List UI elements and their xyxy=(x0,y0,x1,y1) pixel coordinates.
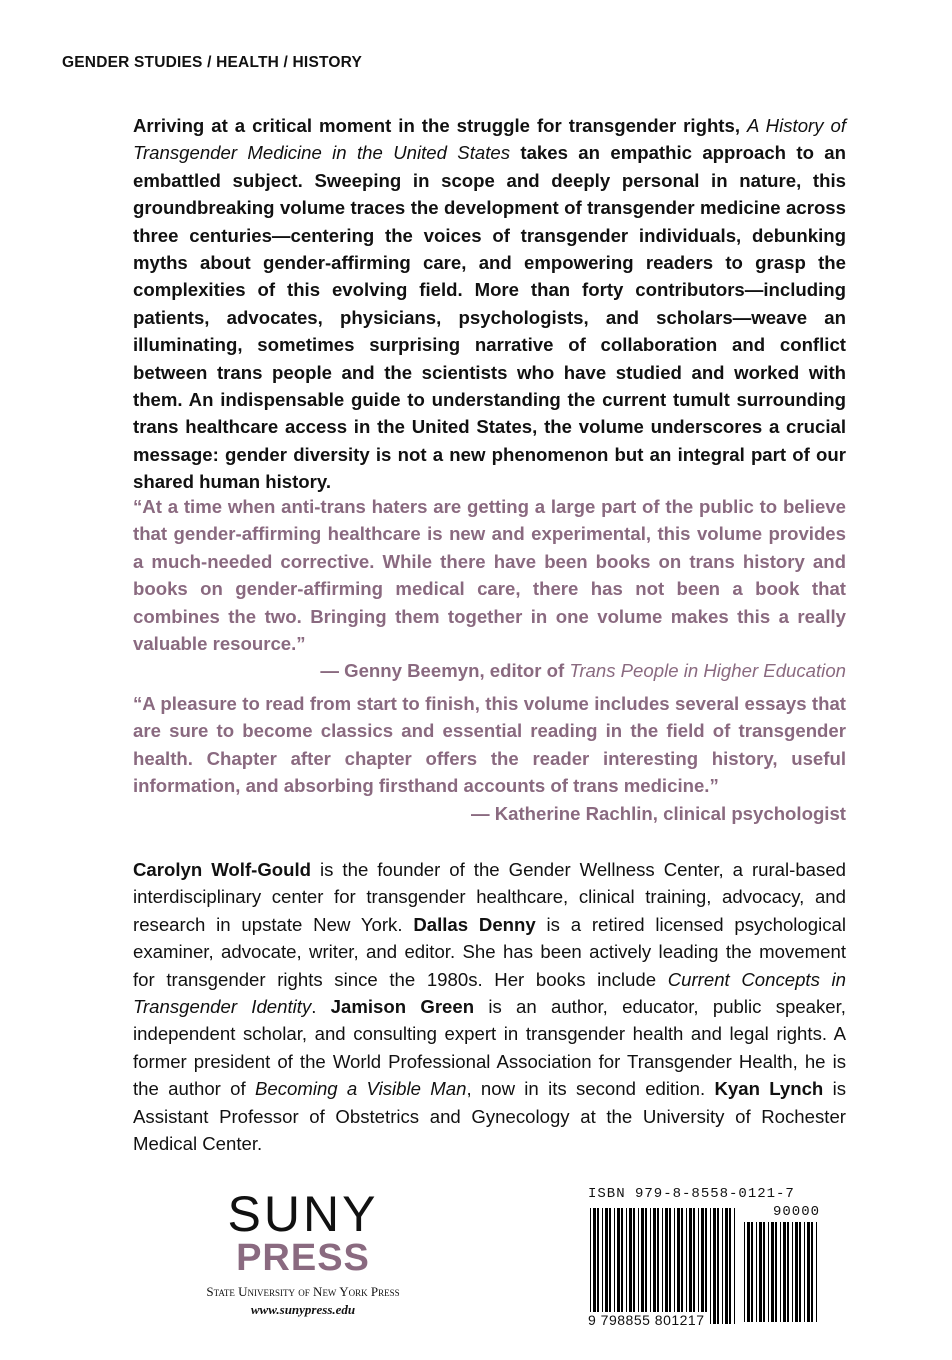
barcode-bar xyxy=(756,1222,757,1322)
barcode-bar xyxy=(787,1222,789,1322)
isbn-label: ISBN 979-8-8558-0121-7 xyxy=(588,1186,795,1202)
barcode-bar xyxy=(792,1222,793,1322)
logo-suny: SUNY xyxy=(227,1186,379,1242)
barcode-bar xyxy=(717,1208,719,1324)
barcode-bar xyxy=(645,1208,647,1324)
editor-name: Dallas Denny xyxy=(413,913,536,935)
barcode-bar xyxy=(807,1222,810,1322)
publisher-full-name: State University of New York Press xyxy=(206,1284,400,1299)
barcode-bar xyxy=(780,1222,781,1322)
barcode-bar xyxy=(751,1222,753,1322)
barcode-bar xyxy=(722,1208,723,1324)
barcode-bar xyxy=(638,1208,639,1324)
barcode-bar xyxy=(657,1208,659,1324)
barcode-bars xyxy=(588,1208,738,1324)
category-label: GENDER STUDIES / HEALTH / HISTORY xyxy=(62,54,362,71)
book-reference: Becoming a Visible Man xyxy=(254,1078,467,1100)
barcode-bar xyxy=(775,1222,777,1322)
barcode-bar xyxy=(705,1208,707,1324)
barcode-bar xyxy=(662,1208,663,1324)
price-code: 90000 xyxy=(772,1204,820,1220)
barcode-bar xyxy=(693,1208,695,1324)
book-description xyxy=(133,112,846,496)
barcode-bar xyxy=(641,1208,644,1324)
description-intro: Arriving at a critical moment in the struggle for transgender rights, xyxy=(133,115,747,136)
barcode-bar xyxy=(744,1222,745,1322)
barcode-bar xyxy=(617,1208,620,1324)
barcode-bar xyxy=(689,1208,692,1324)
barcode-bar xyxy=(713,1208,716,1324)
barcode-bar xyxy=(771,1222,774,1322)
barcode-bar xyxy=(729,1208,731,1324)
endorsement-quote-1 xyxy=(133,493,846,685)
endorsement-quote-2 xyxy=(133,690,846,827)
barcode-bar xyxy=(602,1208,603,1324)
barcode-bar xyxy=(605,1208,608,1324)
barcode-bar xyxy=(816,1222,817,1322)
publisher-logo xyxy=(188,1186,418,1318)
barcode-bar xyxy=(759,1222,762,1322)
book-reference: Current Concepts in Transgender Identity xyxy=(133,968,846,1018)
barcode-bar xyxy=(593,1208,596,1324)
barcode-bar xyxy=(701,1208,704,1324)
quote-text: “At a time when anti-trans haters are getting a large part of the public to believe that gender-affirming healthcare is new and experimental, this volume provides a much-needed corrective. While there have been books on trans history and books on gender-affirming medical care, there has not been a book that combines the two. Bringing them together in one volume makes this a really valuable resource.” xyxy=(133,496,846,655)
barcode-bar xyxy=(734,1208,735,1324)
barcode-bar xyxy=(665,1208,668,1324)
barcode-bar xyxy=(650,1208,651,1324)
barcode-bar xyxy=(681,1208,683,1324)
editor-bios: Carolyn Wolf-Gould is the founder of the Gender Wellness Center, a rural-based interdisciplinary center for transgender healthcare, clinical training, advocacy, and research in upstate New York. Dallas Denny is a retired licensed psychological examiner, advocate, writer, and editor. She has been actively leading the movement for transgender rights since the 1980s. Her books include Current Concepts in Transgender Identity. Jamison Green is an author, educator, public speaker, independent scholar, and consulting expert in transgender health and legal rights. A former president of the World Professional Association for Transgender Health, he is the author of Becoming a Visible Man, now in its second edition. Kyan Lynch is Assistant Professor of Obstetrics and Gynecology at the University of Rochester Medical Center. xyxy=(133,859,847,1155)
barcode-bar xyxy=(669,1208,671,1324)
addon-barcode-bars xyxy=(742,1222,820,1322)
quote-text: “A pleasure to read from start to finish, this volume includes several essays that are sure to become classics and essential reading in the field of transgender health. Chapter after chapter offers the reader interesting history, useful information, and absorbing firsthand accounts of trans medicine.” xyxy=(133,693,846,797)
barcode-bar xyxy=(597,1208,599,1324)
book-title: A History of Transgender Medicine in the United States xyxy=(133,115,847,164)
barcode-bar xyxy=(747,1222,750,1322)
barcode-bar xyxy=(698,1208,699,1324)
barcode-bar xyxy=(686,1208,687,1324)
barcode-bar xyxy=(795,1222,798,1322)
barcode-bar xyxy=(633,1208,635,1324)
barcode-bar xyxy=(609,1208,611,1324)
editor-name: Jamison Green xyxy=(330,996,475,1018)
barcode-bar xyxy=(799,1222,801,1322)
barcode-bar xyxy=(590,1208,591,1324)
barcode-bar xyxy=(783,1222,786,1322)
isbn-barcode xyxy=(588,1186,820,1336)
barcode-bar xyxy=(763,1222,765,1322)
barcode-bar xyxy=(674,1208,675,1324)
editor-name: Kyan Lynch xyxy=(714,1078,824,1100)
quote-attribution: — Katherine Rachlin, clinical psychologist xyxy=(470,802,846,824)
description-body: takes an empathic approach to an embattled subject. Sweeping in scope and deeply personal in nature, this groundbreaking volume traces the development of transgender medicine across three centuries—centering the voices of transgender individuals, debunking myths about gender-affirming care, and empowering readers to grasp the complexities of this evolving field. More than forty contributors—including patients, advocates, physicians, psychologists, and scholars—weave an illuminating, sometimes surprising narrative of collaboration and conflict between trans people and the scientists who have studied and worked with them. An indispensable guide to understanding the current tumult surrounding trans healthcare access in the United States, the volume underscores a crucial message: gender diversity is not a new phenomenon but an integral part of our shared human history. xyxy=(133,142,846,493)
barcode-bar xyxy=(677,1208,680,1324)
publisher-url: www.sunypress.edu xyxy=(250,1302,356,1317)
barcode-bar xyxy=(626,1208,627,1324)
barcode-bar xyxy=(725,1208,728,1324)
barcode-bar xyxy=(804,1222,805,1322)
barcode-bar xyxy=(614,1208,615,1324)
barcode-number: 9 798855 801217 xyxy=(588,1312,705,1328)
editor-name: Carolyn Wolf-Gould xyxy=(133,859,312,880)
logo-press: PRESS xyxy=(236,1237,370,1279)
quote-attribution: — Genny Beemyn, editor of Trans People in Higher Education xyxy=(320,660,846,682)
barcode-bar xyxy=(811,1222,813,1322)
barcode-bar xyxy=(629,1208,632,1324)
barcode-bar xyxy=(710,1208,711,1324)
barcode-bar xyxy=(621,1208,623,1324)
barcode-bar xyxy=(768,1222,769,1322)
barcode-bar xyxy=(653,1208,656,1324)
